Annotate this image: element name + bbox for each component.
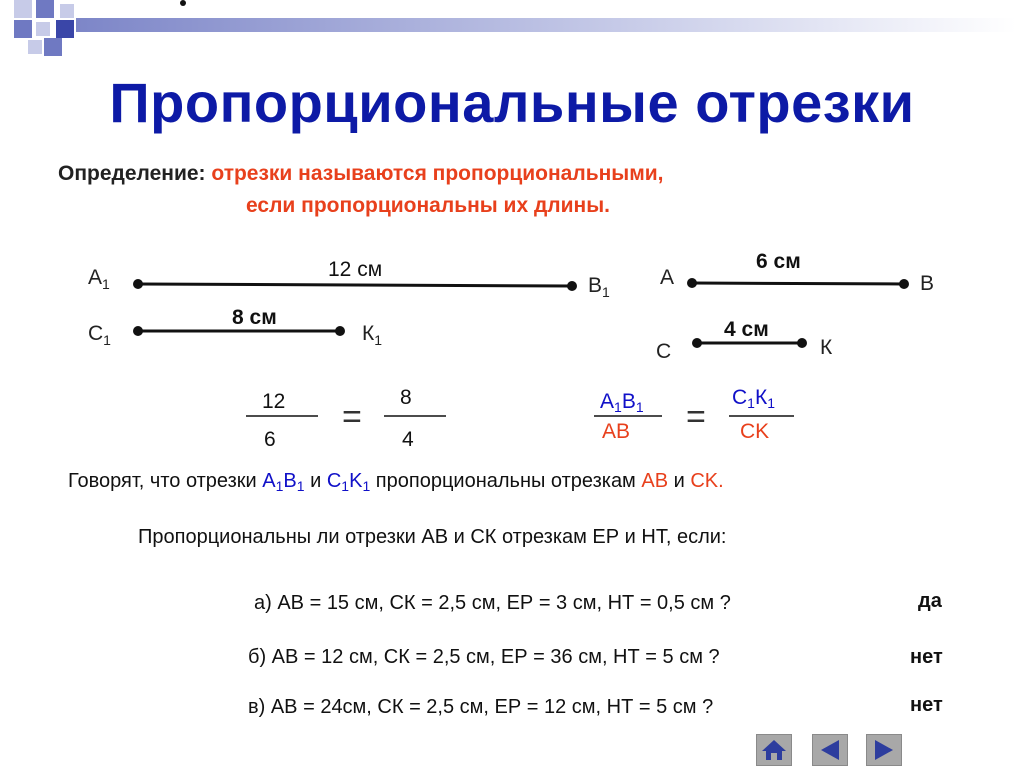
segment-a1b1 [138,284,572,286]
definition-text-1: отрезки называются пропорциональными, [211,162,664,185]
fraction-4-denominator: CK [740,420,770,443]
arrow-left-icon [813,735,847,765]
label-a: A [660,266,675,289]
equals-sign-2: = [686,398,706,436]
question-item-c: в) АВ = 24см, СК = 2,5 см, ЕР = 12 см, НТ = 5 см ? [248,696,714,718]
fraction-2-denominator: 4 [402,428,414,451]
segment-ab [692,283,904,284]
fraction-4-numerator: $C_1К_1$ [732,386,775,411]
answer-b: нет [910,646,943,668]
point-k [797,338,807,348]
question-item-b: б) АВ = 12 см, СК = 2,5 см, ЕР = 36 см, НТ = 5 см ? [248,646,720,668]
label-c1: $C_1$ [88,322,111,348]
point-a [687,278,697,288]
next-button[interactable] [866,734,902,766]
definition-text-2: если пропорциональны их длины. [246,194,611,217]
home-icon [757,735,791,765]
length-a1b1: 12 см [328,258,383,281]
point-b [899,279,909,289]
label-b1: $B_1$ [588,274,610,300]
length-ck: 4 см [724,318,769,341]
label-a1: $A_1$ [88,266,110,292]
statement-sentence: Говорят, что отрезки $A_1B_1$ и $C_1K_1$ пропорциональны отрезкам AB и CK. [68,470,724,494]
answer-c: нет [910,694,943,716]
length-ab: 6 см [756,250,801,273]
question-text: Пропорциональны ли отрезки АВ и СК отрезкам ЕР и НТ, если: [138,526,727,548]
label-k1: $К_1$ [362,322,383,348]
point-b1 [567,281,577,291]
home-button[interactable] [756,734,792,766]
prev-button[interactable] [812,734,848,766]
label-b: B [920,272,935,295]
point-c [692,338,702,348]
label-k: К [820,336,833,359]
fraction-1-numerator: 12 [262,390,286,413]
point-a1 [133,279,143,289]
fraction-1-denominator: 6 [264,428,276,451]
fraction-2-numerator: 8 [400,386,412,409]
arrow-right-icon [867,735,901,765]
equals-sign-1: = [342,398,362,436]
definition-label: Определение: [58,162,206,185]
point-c1 [133,326,143,336]
fraction-3-numerator: $A_1B_1$ [600,390,644,415]
label-c: C [656,340,672,363]
fraction-3-denominator: AB [602,420,631,443]
answer-a: да [918,590,942,612]
point-k1 [335,326,345,336]
length-c1k1: 8 см [232,306,277,329]
question-item-a: а) АВ = 15 см, СК = 2,5 см, ЕР = 3 см, НТ = 0,5 см ? [254,592,731,614]
page-title: Пропорциональные отрезки [109,71,915,134]
